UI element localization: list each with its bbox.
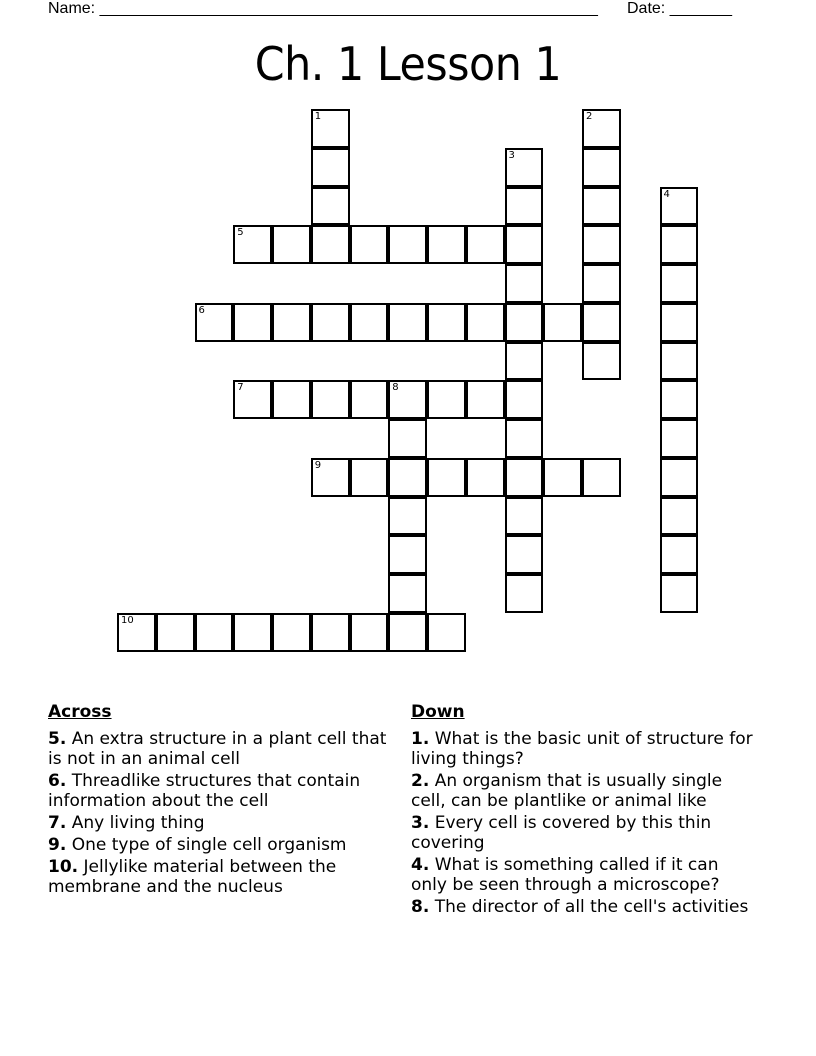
grid-cell[interactable] [388,497,427,536]
grid-cell[interactable] [466,225,505,264]
grid-cell[interactable] [233,613,272,652]
grid-cell[interactable] [582,225,621,264]
down-heading: Down [411,702,465,722]
clue-number-label: 4 [663,188,670,200]
clue-text: The director of all the cell's activities [429,897,749,917]
clue-number-label: 1 [314,111,322,122]
grid-cell[interactable] [505,380,544,419]
grid-cell[interactable] [582,109,621,148]
grid-cell[interactable] [233,225,272,264]
grid-cell[interactable] [388,380,427,419]
grid-cell[interactable] [272,225,311,264]
grid-cell[interactable] [311,225,350,264]
grid-cell[interactable] [388,225,427,264]
date-field-label: Date: _______ [627,0,732,17]
grid-cell[interactable] [388,303,427,342]
grid-cell[interactable] [505,303,544,342]
page-title: Ch. 1 Lesson 1 [254,37,562,91]
grid-cell[interactable] [582,303,621,342]
clue-text: An extra structure in a plant cell that is not in an animal cell [48,729,387,769]
grid-cell[interactable] [466,380,505,419]
clue-text: Jellylike material between the membrane and the nucleus [48,857,337,897]
across-clues [48,700,388,899]
grid-cell[interactable] [388,458,427,497]
grid-cell[interactable] [388,535,427,574]
grid-cell[interactable] [660,380,699,419]
grid-cell[interactable] [427,613,466,652]
grid-cell[interactable] [660,419,699,458]
grid-cell[interactable] [505,458,544,497]
grid-cell[interactable] [195,303,234,342]
across-heading: Across [48,702,112,722]
clue-number: 6. [48,771,67,791]
clue-number: 8. [411,897,430,917]
grid-cell[interactable] [272,380,311,419]
clue-number: 10. [48,857,79,877]
clue-down-2 [411,771,756,811]
grid-cell[interactable] [233,380,272,419]
grid-cell[interactable] [543,458,582,497]
grid-cell[interactable] [350,303,389,342]
grid-cell[interactable] [660,264,699,303]
clue-across-6 [48,771,388,811]
clue-text: An organism that is usually single cell, can be plantlike or animal like [411,771,723,811]
grid-cell[interactable] [505,187,544,226]
down-clues [411,700,756,919]
grid-cell[interactable] [311,303,350,342]
clue-number-label: 10 [121,614,134,626]
grid-cell[interactable] [466,303,505,342]
grid-cell[interactable] [582,148,621,187]
grid-cell[interactable] [311,187,350,226]
name-field-label: Name: ________________________________________________________ [48,0,598,17]
clue-text: Threadlike structures that contain information about the cell [48,771,361,811]
clue-across-5 [48,729,388,769]
clue-number-label: 2 [586,111,593,122]
clue-down-3 [411,813,756,853]
clue-number: 4. [411,855,430,875]
grid-cell[interactable] [505,419,544,458]
grid-cell[interactable] [505,535,544,574]
clue-number: 9. [48,835,67,855]
grid-cell[interactable] [311,109,350,148]
grid-cell[interactable] [272,303,311,342]
grid-cell[interactable] [543,303,582,342]
clue-number-label: 3 [508,149,515,161]
grid-cell[interactable] [660,342,699,381]
grid-cell[interactable] [582,458,621,497]
grid-cell[interactable] [660,574,699,613]
clue-number: 1. [411,729,430,749]
clue-number: 7. [48,813,67,833]
clue-down-1 [411,729,756,769]
clue-number-label: 9 [314,459,322,471]
grid-cell[interactable] [195,613,234,652]
grid-cell[interactable] [505,342,544,381]
grid-cell[interactable] [582,264,621,303]
grid-cell[interactable] [505,574,544,613]
grid-cell[interactable] [350,225,389,264]
grid-cell[interactable] [582,187,621,226]
grid-cell[interactable] [388,419,427,458]
clue-across-7 [48,813,388,833]
clue-number: 5. [48,729,67,749]
grid-cell[interactable] [660,497,699,536]
clue-text: One type of single cell organism [66,835,347,855]
clue-text: Every cell is covered by this thin covering [411,813,712,853]
clue-across-10 [48,857,388,897]
clue-number-label: 7 [237,382,244,394]
grid-cell[interactable] [117,613,156,652]
grid-cell[interactable] [660,225,699,264]
grid-cell[interactable] [582,342,621,381]
clue-down-4 [411,855,756,895]
grid-cell[interactable] [388,574,427,613]
grid-cell[interactable] [311,458,350,497]
grid-cell[interactable] [350,458,389,497]
grid-cell[interactable] [660,187,699,226]
clue-number: 3. [411,813,430,833]
clue-number-label: 5 [237,227,244,239]
grid-cell[interactable] [505,148,544,187]
grid-cell[interactable] [505,264,544,303]
grid-cell[interactable] [427,380,466,419]
grid-cell[interactable] [660,458,699,497]
grid-cell[interactable] [660,303,699,342]
grid-cell[interactable] [311,148,350,187]
clue-number-label: 8 [392,382,399,394]
grid-cell[interactable] [660,535,699,574]
grid-cell[interactable] [311,380,350,419]
grid-cell[interactable] [505,225,544,264]
grid-cell[interactable] [427,458,466,497]
clue-text: What is something called if it can only be seen through a microscope? [411,855,720,895]
grid-cell[interactable] [233,303,272,342]
grid-cell[interactable] [272,613,311,652]
grid-cell[interactable] [505,497,544,536]
grid-cell[interactable] [350,380,389,419]
grid-cell[interactable] [311,613,350,652]
clue-down-8 [411,897,756,917]
grid-cell[interactable] [350,613,389,652]
grid-cell[interactable] [427,303,466,342]
clue-number: 2. [411,771,430,791]
clue-text: Any living thing [66,813,205,833]
clue-number-label: 6 [198,304,205,316]
clue-text: What is the basic unit of structure for living things? [411,729,753,769]
grid-cell[interactable] [156,613,195,652]
grid-cell[interactable] [466,458,505,497]
grid-cell[interactable] [388,613,427,652]
clue-across-9 [48,835,388,855]
grid-cell[interactable] [427,225,466,264]
